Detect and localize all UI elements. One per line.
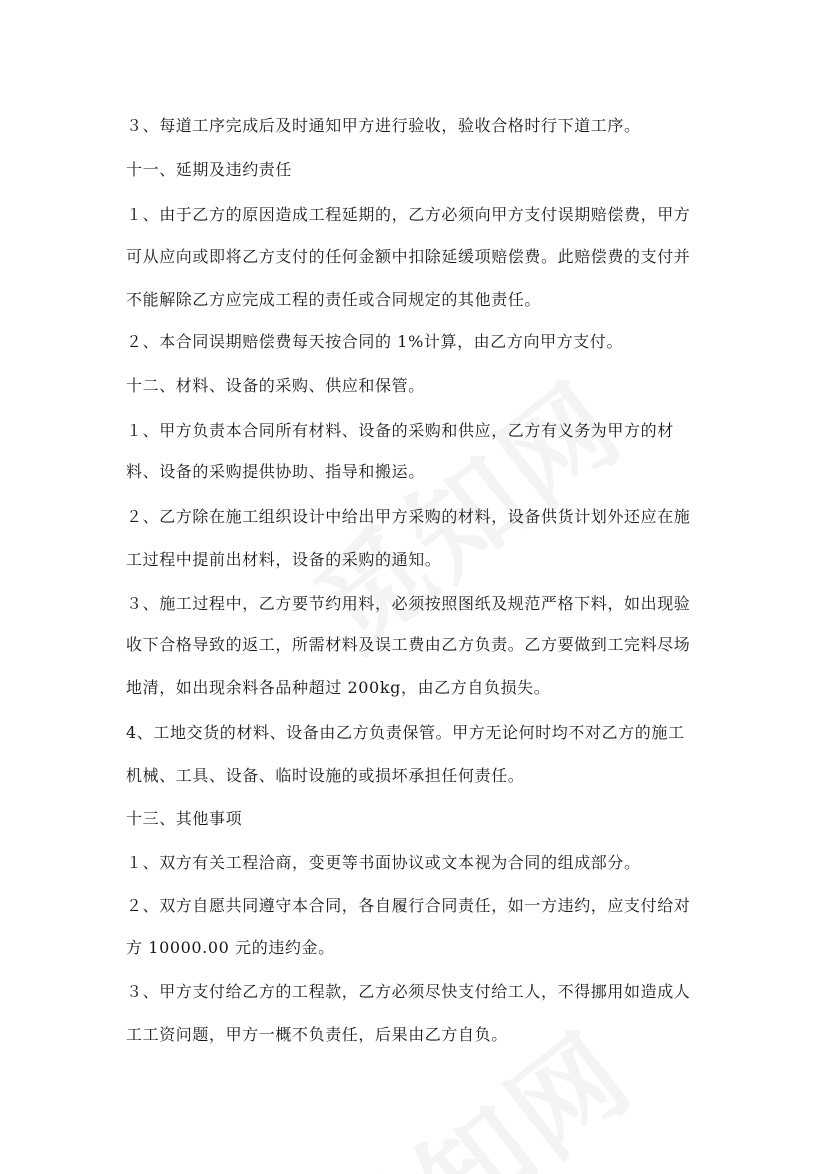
paragraph-line: 机械、工具、设备、临时设施的或损坏承担任何责任。 [126,766,525,785]
paragraph-line: 工过程中提前出材料，设备的采购的通知。 [126,550,442,569]
paragraph-line: １、甲方负责本合同所有材料、设备的采购和供应，乙方有义务为甲方的材 [126,421,674,440]
paragraph-line: ２、本合同误期赔偿费每天按合同的 1%计算，由乙方向甲方支付。 [126,332,624,351]
paragraph-line: １、由于乙方的原因造成工程延期的，乙方必须向甲方支付误期赔偿费，甲方 [126,205,691,224]
paragraph-line: ３、施工过程中，乙方要节约用料，必须按照图纸及规范严格下料，如出现验 [126,594,691,613]
paragraph-line: ２、双方自愿共同遵守本合同，各自履行合同责任，如一方违约，应支付给对 [126,896,691,915]
paragraph-line: 料、设备的采购提供协助、指导和搬运。 [126,462,425,481]
watermark [288,990,660,1174]
paragraph-line: ３、甲方支付给乙方的工程款，乙方必须尽快支付给工人，不得挪用如造成人 [126,982,691,1001]
section-heading: 十三、其他事项 [126,809,243,828]
section-heading: 十二、材料、设备的采购、供应和保管。 [126,376,425,395]
paragraph-line: ２、乙方除在施工组织设计中给出甲方采购的材料，设备供货计划外还应在施 [126,507,691,526]
paragraph-line: 4、工地交货的材料、设备由乙方负责保管。甲方无论何时均不对乙方的施工 [126,723,685,742]
paragraph-line: 不能解除乙方应完成工程的责任或合同规定的其他责任。 [126,290,542,309]
paragraph-line: 收下合格导致的返工，所需材料及误工费由乙方负责。乙方要做到工完料尽场 [126,635,691,654]
paragraph-line: １、双方有关工程洽商，变更等书面协议或文本视为合同的组成部分。 [126,853,641,872]
paragraph-line: 可从应向或即将乙方支付的任何金额中扣除延缓项赔偿费。此赔偿费的支付并 [126,247,691,266]
paragraph-line: 地清，如出现余料各品种超过 200kg，由乙方自负损失。 [126,678,551,697]
section-heading: 十一、延期及违约责任 [126,160,293,179]
paragraph-line: 工工资问题，甲方一概不负责任，后果由乙方自负。 [126,1025,508,1044]
paragraph-line: 方 10000.00 元的违约金。 [126,938,335,957]
paragraph-line: ３、每道工序完成后及时通知甲方进行验收，验收合格时行下道工序。 [126,116,641,135]
